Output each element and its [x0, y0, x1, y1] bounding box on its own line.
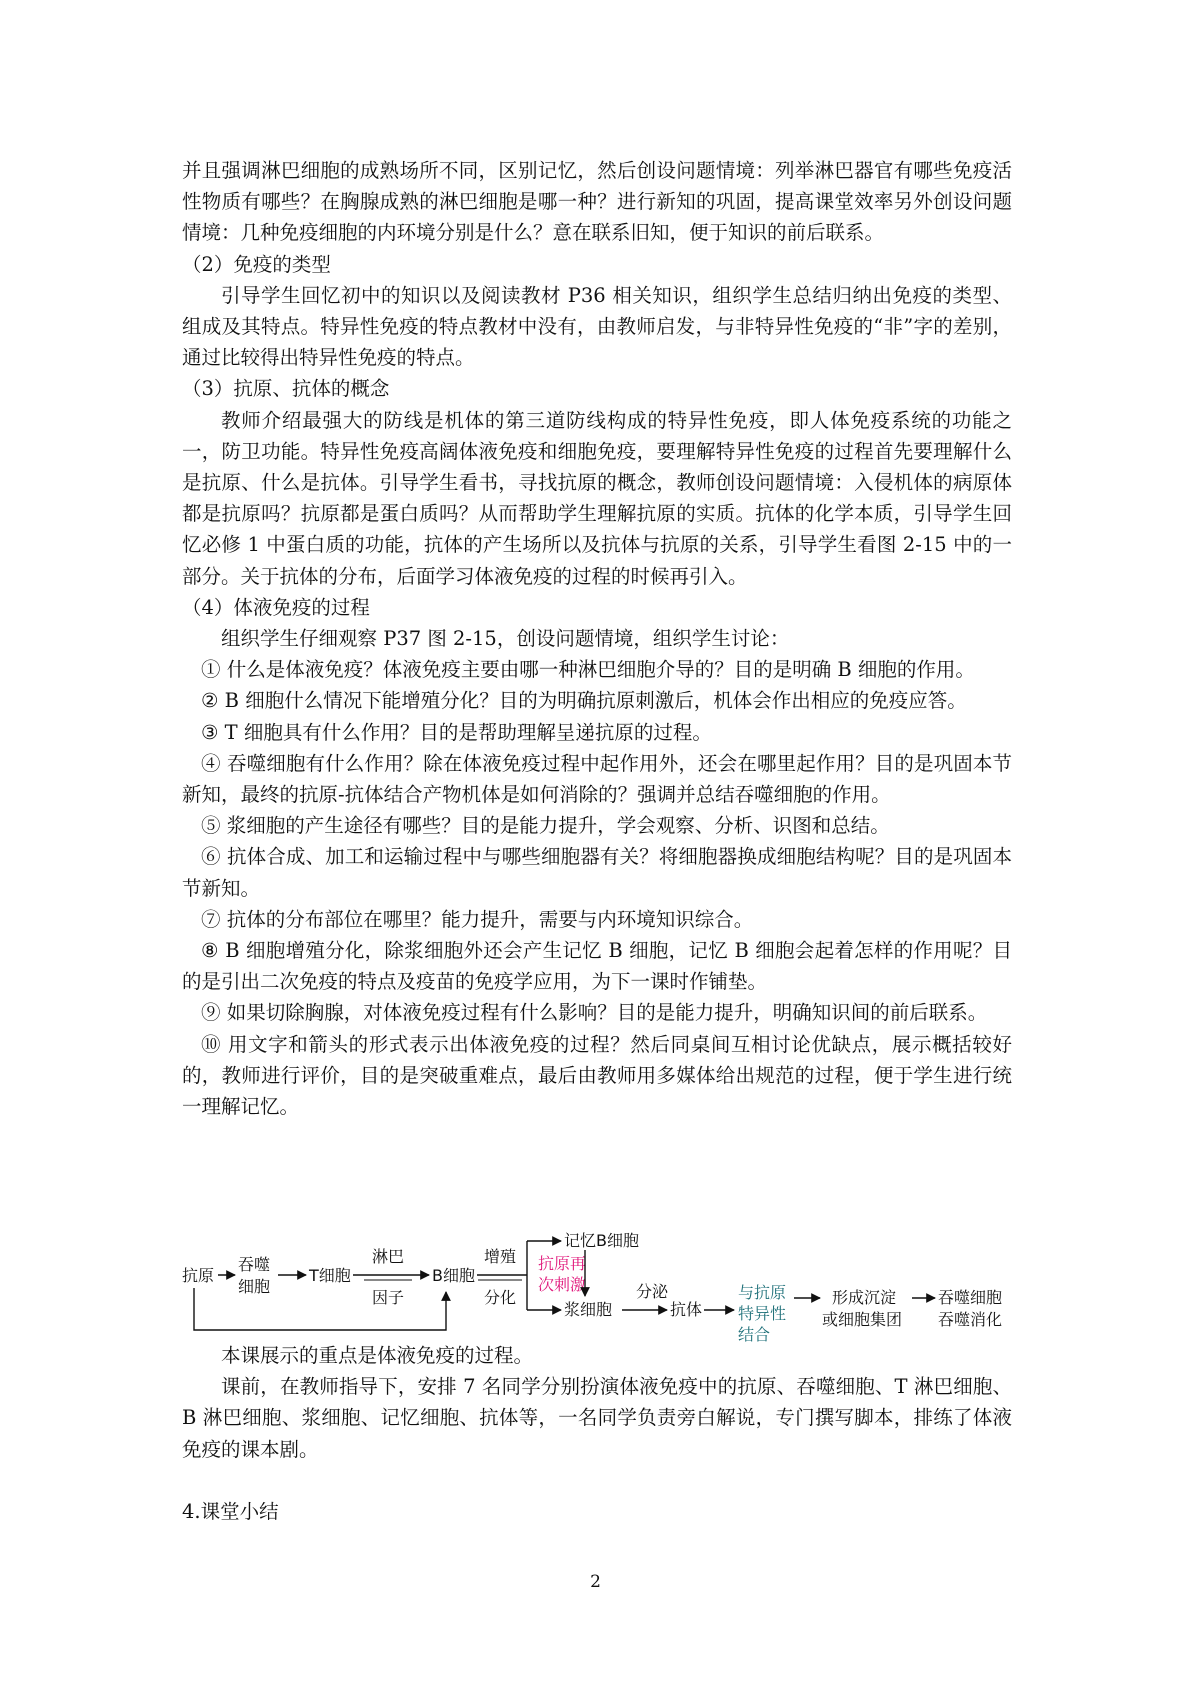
- heading-class-summary: 4.课堂小结: [182, 1499, 279, 1523]
- question-4: ④ 吞噬细胞有什么作用？除在体液免疫过程中起作用外，还会在哪里起作用？目的是巩固本节新知，最终的抗原-抗体结合产物机体是如何消除的？强调并总结吞噬细胞的作用。: [182, 751, 1012, 807]
- bypass-antigen-to-bcell: [194, 1288, 446, 1330]
- node-phagocyte-l1: 吞噬: [238, 1255, 271, 1274]
- question-3: ③ T 细胞具有什么作用？目的是帮助理解呈递抗原的过程。: [201, 720, 712, 744]
- text-block-upper: [182, 155, 1012, 1122]
- node-b-cell: B细胞: [432, 1266, 475, 1285]
- node-precipitate-l2: 或细胞集团: [822, 1310, 903, 1329]
- label-restimulation-l1: 抗原再: [538, 1254, 587, 1273]
- paragraph-lesson-focus: 本课展示的重点是体液免疫的过程。: [221, 1344, 534, 1367]
- label-restimulation-l2: 次刺激: [538, 1275, 587, 1294]
- page-number: 2: [590, 1572, 601, 1592]
- question-1: ① 什么是体液免疫？体液免疫主要由哪一种淋巴细胞介导的？目的是明确 B 细胞的作用。: [201, 658, 975, 682]
- label-lymphokine-l1: 淋巴: [372, 1247, 405, 1266]
- node-bind-antigen-l2: 特异性: [738, 1304, 787, 1323]
- humoral-immunity-flow-diagram: [182, 1230, 1012, 1342]
- node-phagocytose-l2: 吞噬消化: [938, 1310, 1003, 1329]
- question-8: ⑧ B 细胞增殖分化，除浆细胞外还会产生记忆 B 细胞，记忆 B 细胞会起着怎样的作用呢？目的是引出二次免疫的特点及疫苗的免疫学应用，为下一课时作铺垫。: [182, 939, 1012, 994]
- node-memory-b-cell: 记忆B细胞: [564, 1231, 639, 1250]
- question-2: ② B 细胞什么情况下能增殖分化？目的为明确抗原刺激后，机体会作出相应的免疫应答。: [201, 689, 967, 713]
- label-secretion: 分泌: [636, 1282, 669, 1301]
- label-proliferation-l1: 增殖: [484, 1247, 517, 1266]
- question-9: ⑨ 如果切除胸腺，对体液免疫过程有什么影响？目的是能力提升，明确知识间的前后联系。: [201, 1001, 988, 1025]
- label-proliferation-l2: 分化: [484, 1288, 517, 1307]
- question-7: ⑦ 抗体的分布部位在哪里？能力提升，需要与内环境知识综合。: [201, 907, 754, 931]
- node-t-cell: T细胞: [309, 1266, 351, 1285]
- paragraph-discussion-intro: 组织学生仔细观察 P37 图 2-15，创设问题情境，组织学生讨论：: [221, 627, 790, 651]
- paragraph-immunity-types: 引导学生回忆初中的知识以及阅读教材 P36 相关知识，组织学生总结归纳出免疫的类型、组成及其特点。特异性免疫的特点教材中没有，由教师启发，与非特异性免疫的“非”字的差别，通过比较得出特异性免疫的特点。: [182, 283, 1012, 370]
- question-5: ⑤ 浆细胞的产生途径有哪些？目的是能力提升，学会观察、分析、识图和总结。: [201, 814, 890, 838]
- node-phagocytose-l1: 吞噬细胞: [938, 1288, 1003, 1307]
- text-block-lower: [182, 1340, 1012, 1527]
- node-bind-antigen-l3: 结合: [738, 1325, 771, 1342]
- node-bind-antigen-l1: 与抗原: [738, 1283, 787, 1302]
- heading-immunity-types: （2）免疫的类型: [182, 252, 331, 276]
- label-lymphokine-l2: 因子: [372, 1288, 405, 1307]
- paragraph-class-drama: 课前，在教师指导下，安排 7 名同学分别扮演体液免疫中的抗原、吞噬细胞、T 淋巴细胞、B 淋巴细胞、浆细胞、记忆细胞、抗体等，一名同学负责旁白解说，专门撰写脚本，排练了体液免疫的课本剧。: [182, 1375, 1012, 1461]
- node-phagocyte-l2: 细胞: [238, 1277, 271, 1296]
- paragraph-lymphocyte-maturation: 并且强调淋巴细胞的成熟场所不同，区别记忆，然后创设问题情境：列举淋巴器官有哪些免疫活性物质有哪些？在胸腺成熟的淋巴细胞是哪一种？进行新知的巩固，提高课堂效率另外创设问题情境：几种免疫细胞的内环境分别是什么？意在联系旧知，便于知识的前后联系。: [182, 159, 1012, 245]
- node-antibody: 抗体: [670, 1300, 703, 1319]
- paragraph-antigen-antibody: 教师介绍最强大的防线是机体的第三道防线构成的特异性免疫，即人体免疫系统的功能之一，防卫功能。特异性免疫高阔体液免疫和细胞免疫，要理解特异性免疫的过程首先要理解什么是抗原、什么是抗体。引导学生看书，寻找抗原的概念，教师创设问题情境：入侵机体的病原体都是抗原吗？抗原都是蛋白质吗？从而帮助学生理解抗原的实质。抗体的化学本质，引导学生回忆必修 1 中蛋白质的功能，抗体的产生场所以及抗体与抗原的关系，引导学生看图 2-15 中的一部分。关于抗体的分布，后面学习体液免疫的过程的时候再引入。: [182, 408, 1012, 588]
- node-antigen: 抗原: [182, 1266, 215, 1285]
- heading-humoral-process: （4）体液免疫的过程: [182, 595, 370, 619]
- question-10: ⑩ 用文字和箭头的形式表示出体液免疫的过程？然后同桌间互相讨论优缺点，展示概括较好的，教师进行评价，目的是突破重难点，最后由教师用多媒体给出规范的过程，便于学生进行统一理解记忆。: [182, 1032, 1012, 1119]
- question-6: ⑥ 抗体合成、加工和运输过程中与哪些细胞器有关？将细胞器换成细胞结构呢？目的是巩固本节新知。: [182, 845, 1012, 900]
- node-plasma-cell: 浆细胞: [564, 1300, 613, 1319]
- node-precipitate-l1: 形成沉淀: [832, 1288, 897, 1307]
- heading-antigen-antibody: （3）抗原、抗体的概念: [182, 377, 390, 401]
